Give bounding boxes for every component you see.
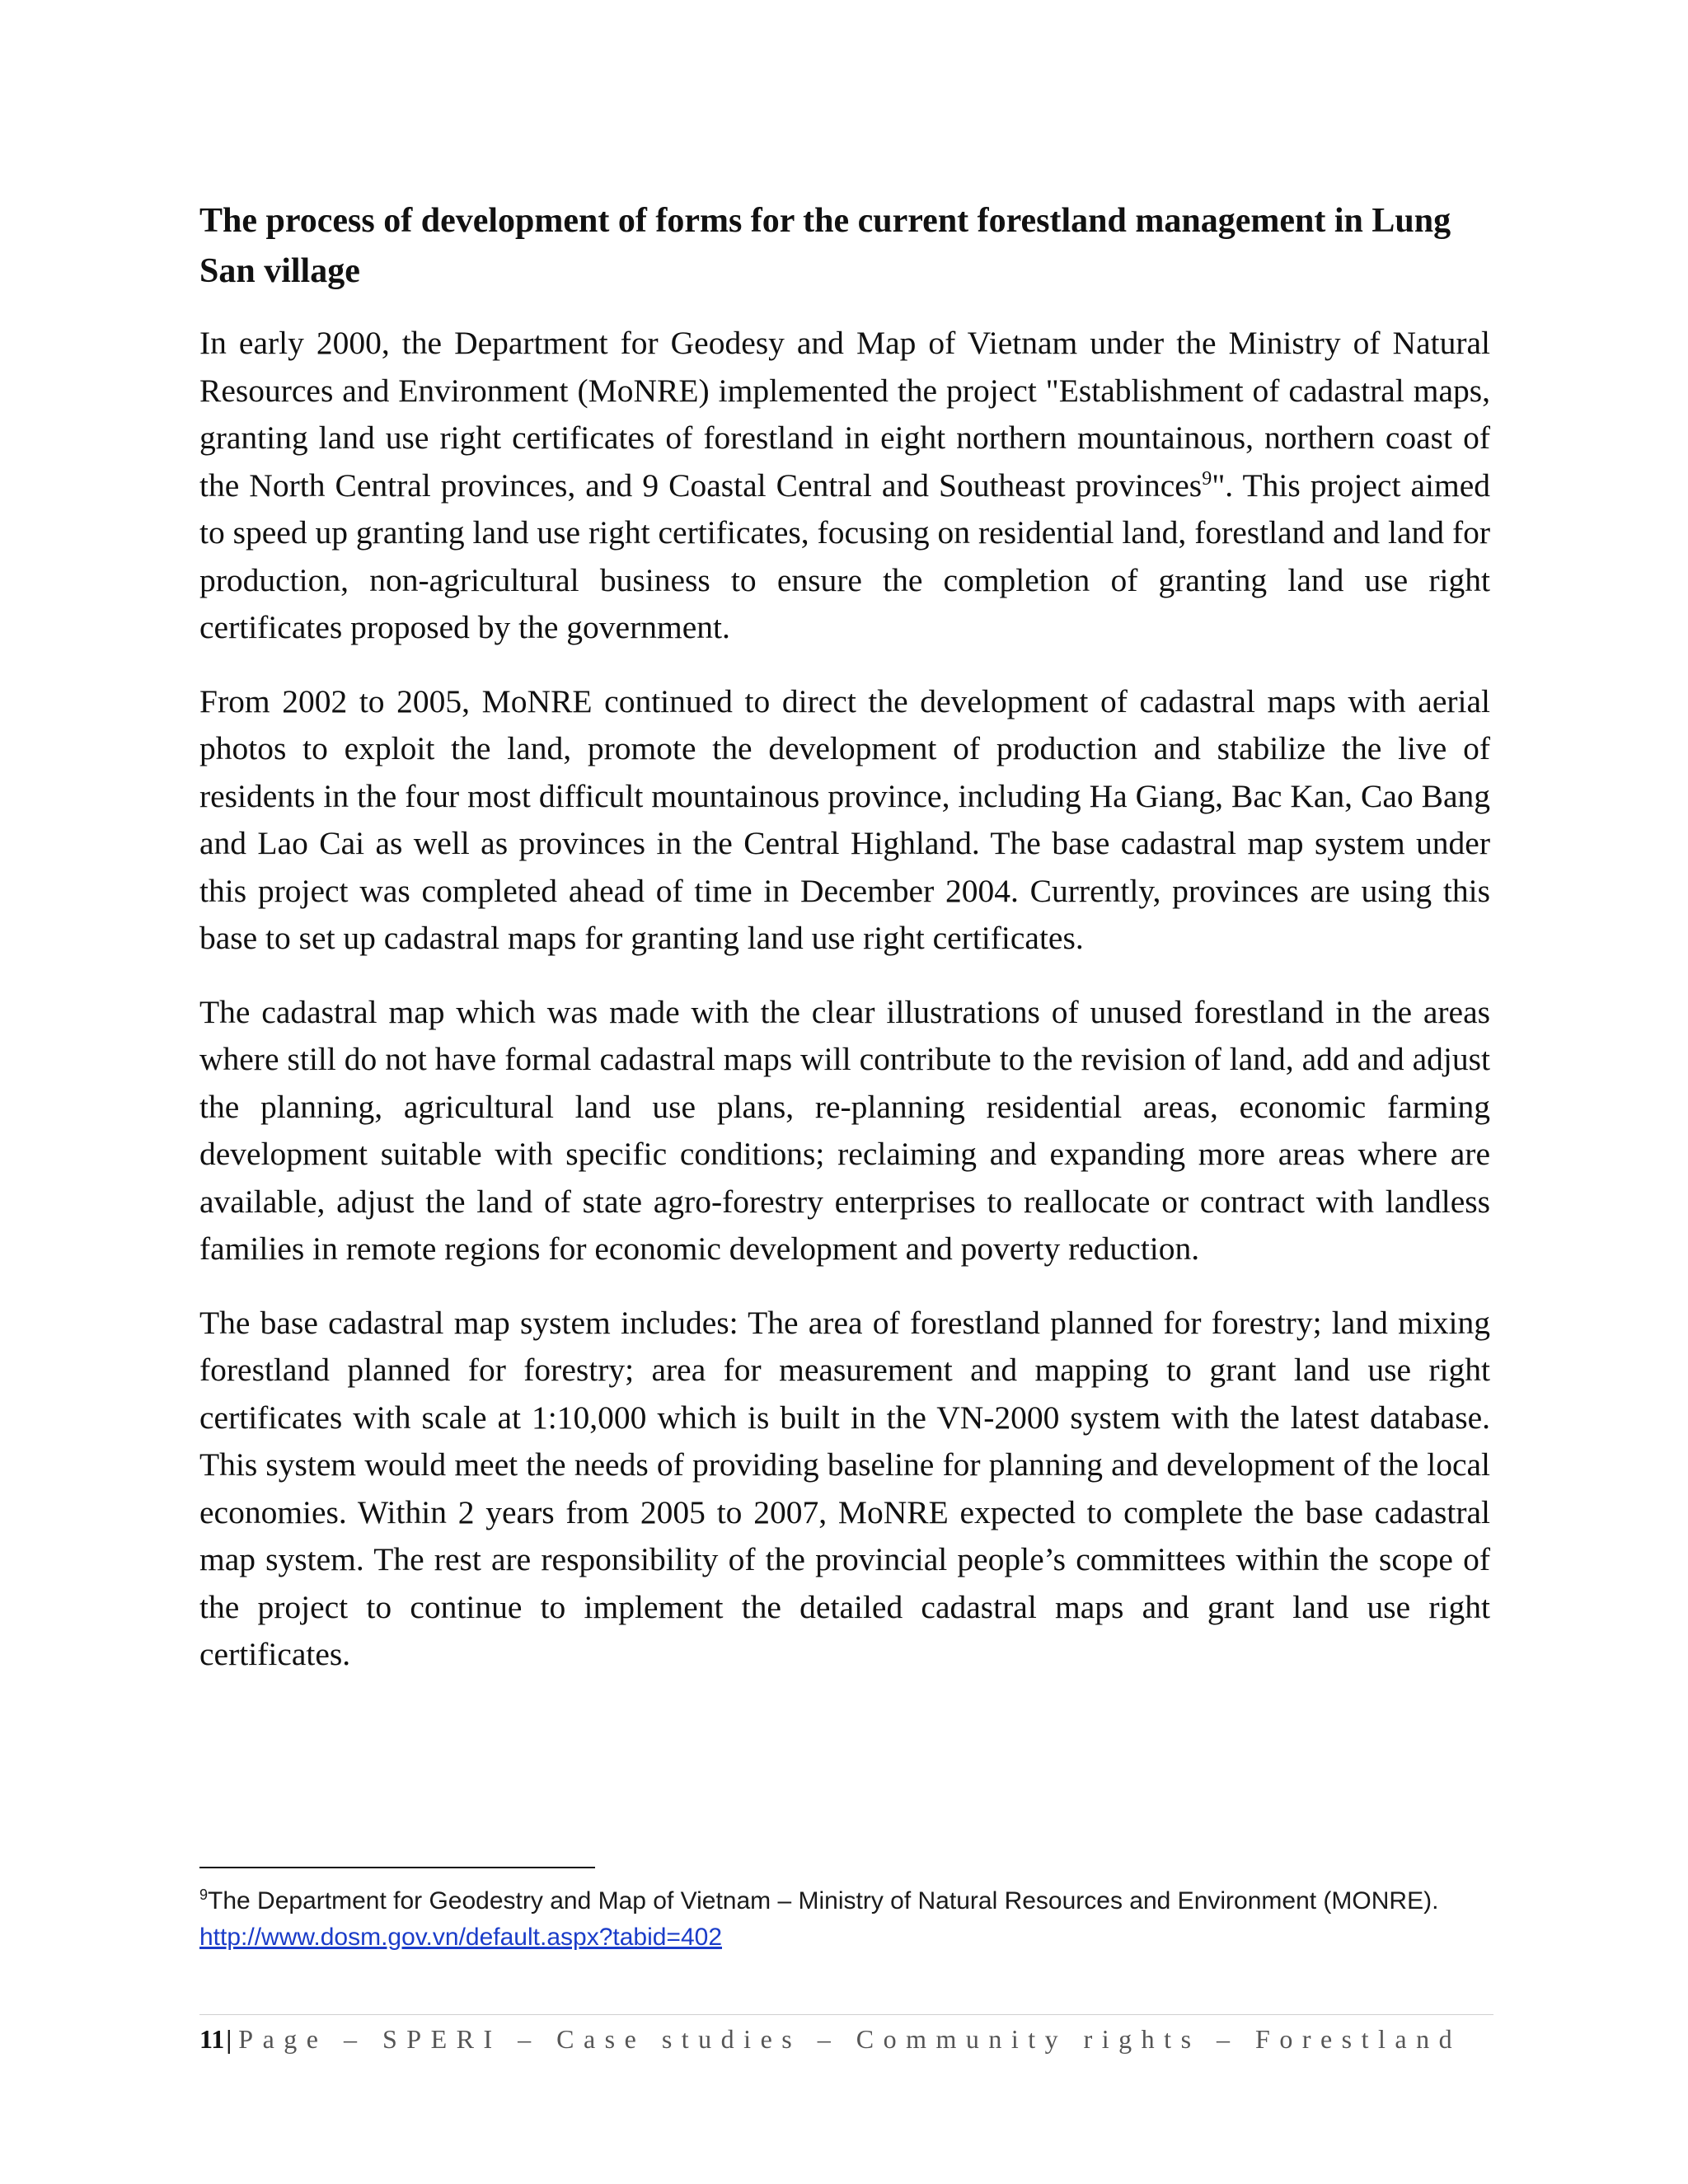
footnote-link[interactable]: http://www.dosm.gov.vn/default.aspx?tabid=402	[199, 1924, 722, 1951]
paragraph-1-text: In early 2000, the Department for Geodesy and Map of Vietnam under the Ministry of Natural Resources and Environment (MoNRE) implemented the project "Establishment of cadastral maps, granting land use right certificates of forestland in eight northern mountainous, northern coast of the North Central provinces, and 9 Coastal Central and Southeast provinces	[199, 325, 1490, 504]
page-footer	[199, 2021, 1493, 2057]
footnote	[199, 1883, 1452, 1956]
paragraph-4: The base cadastral map system includes: The area of forestland planned for forestry; land mixing forestland planned for forestry; area for measurement and mapping to grant land use right certificates with scale at 1:10,000 which is built in the VN-2000 system with the latest database. This system would meet the needs of providing baseline for planning and development of the local economies. Within 2 years from 2005 to 2007, MoNRE expected to complete the base cadastral map system. The rest are responsibility of the provincial people’s committees within the scope of the project to continue to implement the detailed cadastral maps and grant land use right certificates.	[199, 1304, 1490, 1672]
page-body	[199, 196, 1490, 1705]
paragraph-3: The cadastral map which was made with the clear illustrations of unused forestland in the areas where still do not have formal cadastral maps will contribute to the revision of land, add and adjust the planning, agricultural land use plans, re-planning residential areas, economic farming development suitable with specific conditions; reclaiming and expanding more areas where are available, adjust the land of state agro-forestry enterprises to reallocate or contract with landless families in remote regions for economic development and poverty reduction.	[199, 993, 1490, 1267]
footnote-reference[interactable]: 9	[1202, 467, 1212, 490]
paragraph-2: From 2002 to 2005, MoNRE continued to direct the development of cadastral maps with aerial photos to exploit the land, promote the development of production and stabilize the live of residents in the four most difficult mountainous province, including Ha Giang, Bac Kan, Cao Bang and Lao Cai as well as provinces in the Central Highland. The base cadastral map system under this project was completed ahead of time in December 2004. Currently, provinces are using this base to set up cadastral maps for granting land use right certificates.	[199, 682, 1490, 956]
page-number: 11	[199, 2024, 225, 2054]
footer-divider	[199, 2014, 1493, 2015]
footer-separator: |	[226, 2024, 232, 2054]
paragraph-1	[199, 320, 1490, 652]
paragraph-1-text-continued: ". This project aimed to speed up granting land use right certificates, focusing on residential land, forestland and land for production, non-agricultural business to ensure the completion of granting land use right certificates proposed by the government.	[199, 466, 1490, 645]
footnote-divider	[199, 1867, 595, 1868]
section-heading: The process of development of forms for the current forestland management in Lung San village	[199, 202, 1451, 290]
footnote-mark: 9	[199, 1886, 209, 1903]
footnote-text: The Department for Geodestry and Map of Vietnam – Ministry of Natural Resources and Environment (MONRE).	[208, 1887, 1439, 1915]
footer-text: Page – SPERI – Case studies – Community rights – Forestland	[238, 2024, 1462, 2054]
